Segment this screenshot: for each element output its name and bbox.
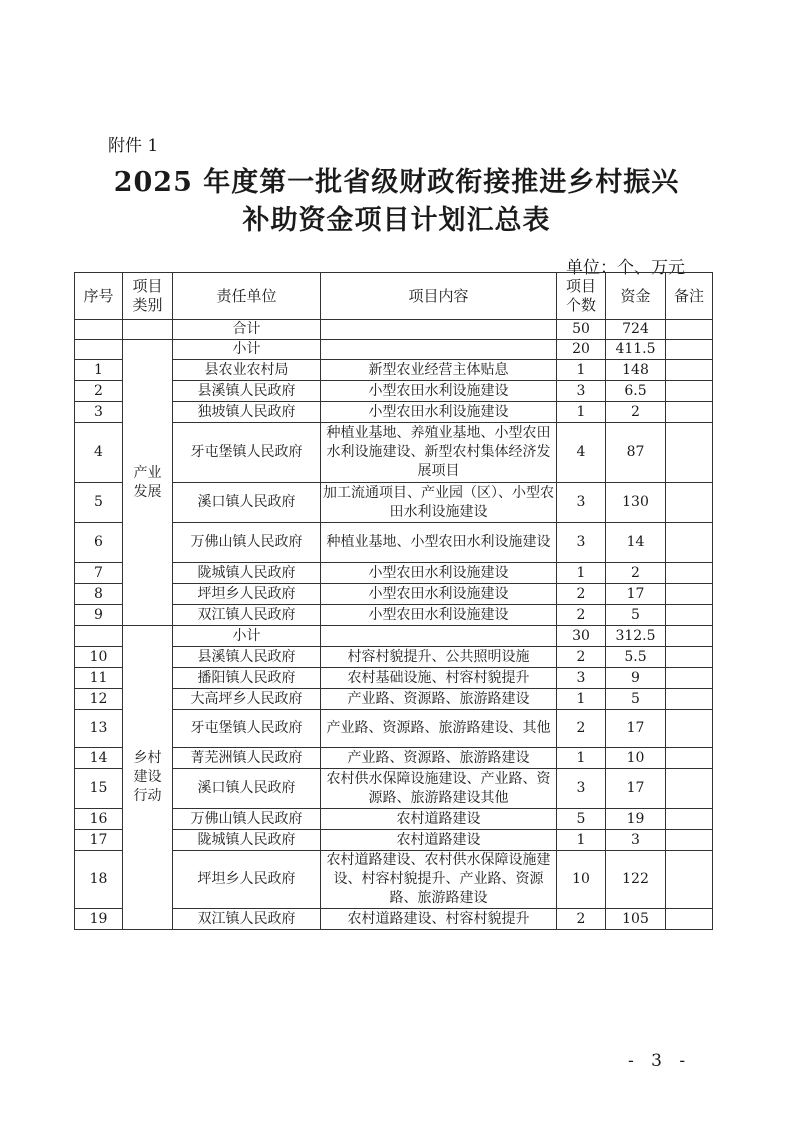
row-content: 小型农田水利设施建设 (321, 563, 557, 584)
row-unit: 坪坦乡人民政府 (173, 584, 321, 605)
row-funds: 17 (606, 710, 666, 748)
row-count: 10 (557, 851, 606, 909)
row-count: 1 (557, 830, 606, 851)
row-remark (666, 689, 713, 710)
row-content: 产业路、资源路、旅游路建设 (321, 748, 557, 769)
row-funds: 130 (606, 483, 666, 523)
row-remark (666, 909, 713, 930)
total-category (123, 320, 173, 340)
total-content (321, 320, 557, 340)
row-count: 3 (557, 381, 606, 402)
row-funds: 122 (606, 851, 666, 909)
row-content: 种植业基地、小型农田水利设施建设 (321, 523, 557, 563)
row-content: 产业路、资源路、旅游路建设、其他 (321, 710, 557, 748)
row-seq: 1 (75, 360, 123, 381)
row-count: 3 (557, 668, 606, 689)
subtotal-content (321, 626, 557, 647)
row-content: 新型农业经营主体贴息 (321, 360, 557, 381)
header-seq: 序号 (75, 273, 123, 320)
total-count: 50 (557, 320, 606, 340)
row-content: 种植业基地、养殖业基地、小型农田水利设施建设、新型农村集体经济发展项目 (321, 423, 557, 483)
row-remark (666, 830, 713, 851)
subtotal-row (75, 340, 713, 360)
row-seq: 19 (75, 909, 123, 930)
row-funds: 5.5 (606, 647, 666, 668)
row-unit: 万佛山镇人民政府 (173, 809, 321, 830)
row-remark (666, 851, 713, 909)
row-count: 2 (557, 710, 606, 748)
page-number: - 3 - (628, 1051, 692, 1071)
project-summary-table (74, 272, 713, 930)
row-content: 农村道路建设 (321, 809, 557, 830)
row-count: 1 (557, 748, 606, 769)
row-content: 小型农田水利设施建设 (321, 381, 557, 402)
total-label: 合计 (173, 320, 321, 340)
row-unit: 万佛山镇人民政府 (173, 523, 321, 563)
row-remark (666, 381, 713, 402)
subtotal-remark (666, 626, 713, 647)
subtotal-funds: 411.5 (606, 340, 666, 360)
row-content: 产业路、资源路、旅游路建设 (321, 689, 557, 710)
row-seq: 15 (75, 769, 123, 809)
table-body (75, 320, 713, 930)
row-content: 小型农田水利设施建设 (321, 605, 557, 626)
header-content: 项目内容 (321, 273, 557, 320)
row-funds: 87 (606, 423, 666, 483)
row-funds: 17 (606, 769, 666, 809)
row-count: 4 (557, 423, 606, 483)
row-funds: 2 (606, 563, 666, 584)
row-seq: 8 (75, 584, 123, 605)
row-count: 1 (557, 563, 606, 584)
subtotal-count: 20 (557, 340, 606, 360)
row-remark (666, 402, 713, 423)
row-seq: 18 (75, 851, 123, 909)
table-header-row (75, 273, 713, 320)
subtotal-label: 小计 (173, 340, 321, 360)
row-unit: 溪口镇人民政府 (173, 483, 321, 523)
row-remark (666, 748, 713, 769)
row-unit: 县溪镇人民政府 (173, 647, 321, 668)
row-unit: 牙屯堡镇人民政府 (173, 710, 321, 748)
row-content: 加工流通项目、产业园（区）、小型农田水利设施建设 (321, 483, 557, 523)
row-seq: 2 (75, 381, 123, 402)
header-category: 项目 类别 (123, 273, 173, 320)
row-count: 2 (557, 647, 606, 668)
subtotal-funds: 312.5 (606, 626, 666, 647)
row-seq: 10 (75, 647, 123, 668)
row-unit: 双江镇人民政府 (173, 605, 321, 626)
category-cell: 产业 发展 (123, 340, 173, 626)
total-row (75, 320, 713, 340)
total-seq (75, 320, 123, 340)
row-remark (666, 668, 713, 689)
row-seq: 7 (75, 563, 123, 584)
document-title-line1: 2025 年度第一批省级财政衔接推进乡村振兴 (113, 167, 680, 198)
row-remark (666, 483, 713, 523)
header-funds: 资金 (606, 273, 666, 320)
row-count: 3 (557, 483, 606, 523)
row-unit: 双江镇人民政府 (173, 909, 321, 930)
row-remark (666, 710, 713, 748)
header-unit: 责任单位 (173, 273, 321, 320)
row-unit: 独坡镇人民政府 (173, 402, 321, 423)
row-funds: 19 (606, 809, 666, 830)
subtotal-remark (666, 340, 713, 360)
row-remark (666, 769, 713, 809)
row-count: 3 (557, 523, 606, 563)
header-remark: 备注 (666, 273, 713, 320)
row-unit: 坪坦乡人民政府 (173, 851, 321, 909)
row-funds: 148 (606, 360, 666, 381)
total-funds: 724 (606, 320, 666, 340)
row-count: 1 (557, 689, 606, 710)
row-content: 村容村貌提升、公共照明设施 (321, 647, 557, 668)
row-funds: 10 (606, 748, 666, 769)
row-unit: 县农业农村局 (173, 360, 321, 381)
row-unit: 溪口镇人民政府 (173, 769, 321, 809)
row-remark (666, 605, 713, 626)
row-funds: 14 (606, 523, 666, 563)
row-content: 农村基础设施、村容村貌提升 (321, 668, 557, 689)
row-funds: 17 (606, 584, 666, 605)
row-unit: 陇城镇人民政府 (173, 563, 321, 584)
subtotal-content (321, 340, 557, 360)
row-unit: 牙屯堡镇人民政府 (173, 423, 321, 483)
row-remark (666, 563, 713, 584)
subtotal-count: 30 (557, 626, 606, 647)
row-count: 2 (557, 584, 606, 605)
row-funds: 6.5 (606, 381, 666, 402)
row-seq: 11 (75, 668, 123, 689)
header-count: 项目 个数 (557, 273, 606, 320)
row-content: 小型农田水利设施建设 (321, 402, 557, 423)
row-unit: 菁芜洲镇人民政府 (173, 748, 321, 769)
row-remark (666, 360, 713, 381)
category-cell: 乡村 建设 行动 (123, 626, 173, 930)
row-content: 农村道路建设、村容村貌提升 (321, 909, 557, 930)
row-count: 2 (557, 605, 606, 626)
subtotal-row (75, 626, 713, 647)
total-remark (666, 320, 713, 340)
row-funds: 3 (606, 830, 666, 851)
row-count: 1 (557, 360, 606, 381)
row-count: 3 (557, 769, 606, 809)
row-funds: 5 (606, 605, 666, 626)
row-unit: 播阳镇人民政府 (173, 668, 321, 689)
row-content: 农村道路建设、农村供水保障设施建设、村容村貌提升、产业路、资源路、旅游路建设 (321, 851, 557, 909)
row-seq: 3 (75, 402, 123, 423)
row-seq: 5 (75, 483, 123, 523)
subtotal-label: 小计 (173, 626, 321, 647)
row-funds: 9 (606, 668, 666, 689)
row-seq: 13 (75, 710, 123, 748)
row-unit: 县溪镇人民政府 (173, 381, 321, 402)
row-content: 农村道路建设 (321, 830, 557, 851)
row-seq: 17 (75, 830, 123, 851)
row-remark (666, 584, 713, 605)
row-remark (666, 523, 713, 563)
row-remark (666, 423, 713, 483)
row-content: 农村供水保障设施建设、产业路、资源路、旅游路建设其他 (321, 769, 557, 809)
row-seq: 6 (75, 523, 123, 563)
subtotal-seq (75, 340, 123, 360)
row-content: 小型农田水利设施建设 (321, 584, 557, 605)
row-remark (666, 647, 713, 668)
row-remark (666, 809, 713, 830)
attachment-label: 附件 1 (108, 136, 159, 156)
row-seq: 14 (75, 748, 123, 769)
row-count: 2 (557, 909, 606, 930)
row-funds: 2 (606, 402, 666, 423)
unit-label: 单位：个、万元 (566, 258, 685, 278)
row-seq: 12 (75, 689, 123, 710)
row-count: 1 (557, 402, 606, 423)
row-seq: 4 (75, 423, 123, 483)
row-unit: 大高坪乡人民政府 (173, 689, 321, 710)
row-funds: 5 (606, 689, 666, 710)
row-seq: 9 (75, 605, 123, 626)
document-title-line2: 补助资金项目计划汇总表 (242, 205, 551, 236)
row-unit: 陇城镇人民政府 (173, 830, 321, 851)
row-count: 5 (557, 809, 606, 830)
row-funds: 105 (606, 909, 666, 930)
row-seq: 16 (75, 809, 123, 830)
subtotal-seq (75, 626, 123, 647)
